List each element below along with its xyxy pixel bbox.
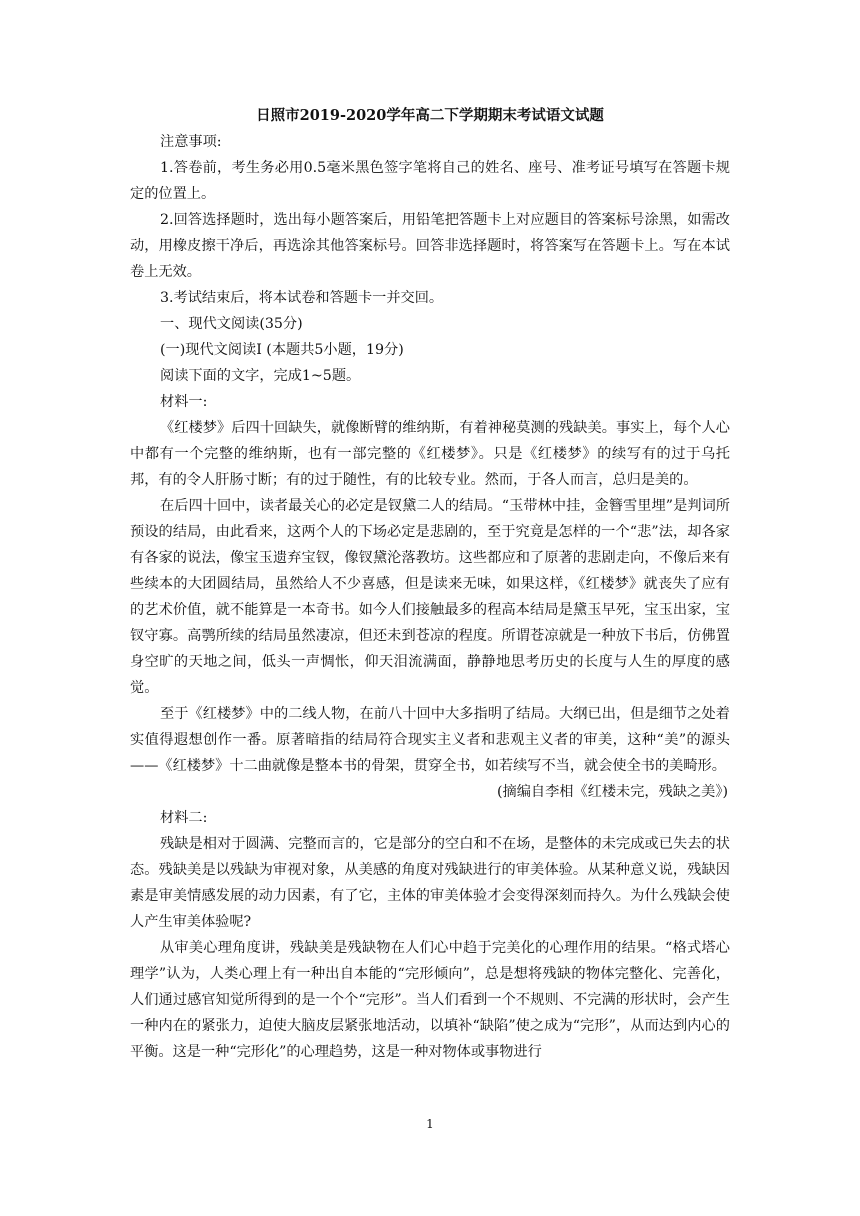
notice-item-2: 2.回答选择题时，选出每小题答案后，用铅笔把答题卡上对应题目的答案标号涂黑，如需改动，用橡皮擦干净后，再选涂其他答案标号。回答非选择题时，将答案写在答题卡上。写在本试卷上无效。 xyxy=(130,212,730,280)
material-1-paragraph: 至于《红楼梦》中的二线人物，在前八十回中大多指明了结局。大纲已出，但是细节之处着实值得遐想创作一番。原著暗指的结局符合现实主义者和悲观主义者的审美，这种“美”的源头——《红楼梦》十二曲就像是整本书的骨架，贯穿全书，如若续写不当，就会使全书的美畸形。 xyxy=(130,706,730,774)
document-title: 日照市2019-2020学年高二下学期期末考试语文试题 xyxy=(256,107,604,124)
notice-item-3: 3.考试结束后，将本试卷和答题卡一并交回。 xyxy=(160,290,444,306)
page-number: 1 xyxy=(426,1117,434,1131)
material-1-source: (摘编自李相《红楼未完，残缺之美》) xyxy=(497,784,728,800)
subsection-heading: (一)现代文阅读Ⅰ (本题共5小题，19分) xyxy=(160,342,404,358)
material-2-label: 材料二: xyxy=(160,810,208,826)
material-1-paragraph: 《红楼梦》后四十回缺失，就像断臂的维纳斯，有着神秘莫测的残缺美。事实上，每个人心中都有一个完整的维纳斯，也有一部完整的《红楼梦》。只是《红楼梦》的续写有的过于乌托邦，有的令人肝肠寸断；有的过于随性，有的比较专业。然而，于各人而言，总归是美的。 xyxy=(130,420,730,488)
notice-item-1: 1.答卷前，考生务必用0.5毫米黑色签字笔将自己的姓名、座号、准考证号填写在答题卡规定的位置上。 xyxy=(130,160,730,202)
instruction: 阅读下面的文字，完成1~5题。 xyxy=(160,368,361,384)
material-1-paragraph: 在后四十回中，读者最关心的必定是钗黛二人的结局。“玉带林中挂，金簪雪里埋”是判词所预设的结局，由此看来，这两个人的下场必定是悲剧的，至于究竟是怎样的一个“悲”法，却各家有各家的说法，像宝玉遗弃宝钗，像钗黛沦落教坊。这些都应和了原著的悲剧走向，不像后来有些续本的大团圆结局，虽然给人不少喜感，但是读来无味，如果这样，《红楼梦》就丧失了应有的艺术价值，就不能算是一本奇书。如今人们接触最多的程高本结局是黛玉早死，宝玉出家，宝钗守寡。高鹗所续的结局虽然凄凉，但还未到苍凉的程度。所谓苍凉就是一种放下书后，仿佛置身空旷的天地之间，低头一声惆怅，仰天泪流满面，静静地思考历史的长度与人生的厚度的感觉。 xyxy=(130,498,730,696)
material-1-label: 材料一: xyxy=(160,394,208,410)
section-heading: 一、现代文阅读(35分) xyxy=(160,316,303,332)
material-2-paragraph: 从审美心理角度讲，残缺美是残缺物在人们心中趋于完美化的心理作用的结果。“格式塔心理学”认为，人类心理上有一种出自本能的“完形倾向”，总是想将残缺的物体完整化、完善化，人们通过感官知觉所得到的是一个个“完形”。当人们看到一个不规则、不完满的形状时，会产生一种内在的紧张力，迫使大脑皮层紧张地活动，以填补“缺陷”使之成为“完形”，从而达到内心的平衡。这是一种“完形化”的心理趋势，这是一种对物体或事物进行 xyxy=(130,940,730,1060)
material-2-paragraph: 残缺是相对于圆满、完整而言的，它是部分的空白和不在场，是整体的未完成或已失去的状态。残缺美是以残缺为审视对象，从美感的角度对残缺进行的审美体验。从某种意义说，残缺因素是审美情感发展的动力因素，有了它，主体的审美体验才会变得深刻而持久。为什么残缺会使人产生审美体验呢? xyxy=(130,836,730,930)
document-body xyxy=(130,103,730,1065)
notice-heading: 注意事项: xyxy=(160,134,222,150)
